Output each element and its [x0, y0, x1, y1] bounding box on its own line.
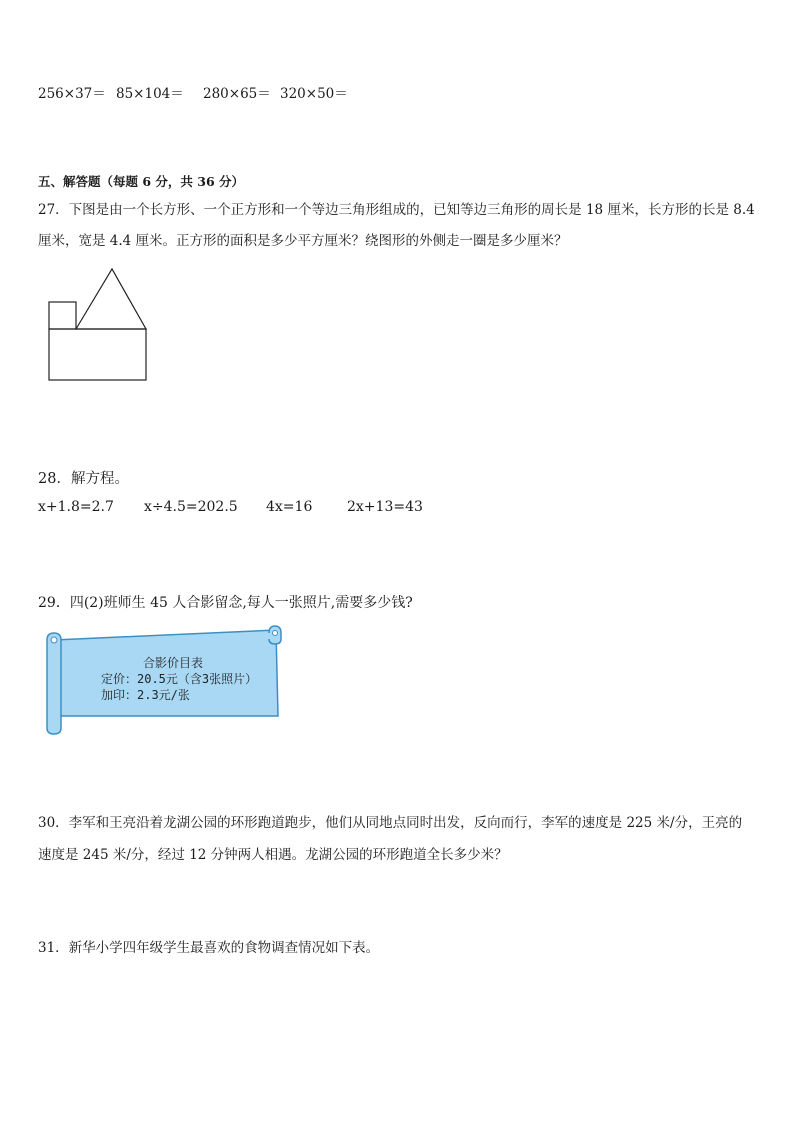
equation: x÷4.5=202.5	[144, 499, 238, 515]
q27-line1: 27．下图是由一个长方形、一个正方形和一个等边三角形组成的，已知等边三角形的周长是 18 厘米，长方形的长是 8.4	[38, 202, 755, 218]
q28-equations	[38, 499, 423, 515]
equation: x+1.8=2.7	[38, 499, 114, 515]
price-board-price: 定价：20.5元（含3张照片）	[101, 672, 258, 686]
calc-row	[38, 82, 348, 102]
calc-item: 320×50＝	[280, 86, 348, 102]
q31-text: 31．新华小学四年级学生最喜欢的食物调查情况如下表。	[38, 940, 380, 956]
calc-item: 280×65＝	[203, 86, 271, 102]
calc-item: 256×37＝	[38, 86, 106, 102]
q30-line2: 速度是 245 米/分，经过 12 分钟两人相遇。龙湖公园的环形跑道全长多少米？	[38, 847, 508, 863]
equation: 4x=16	[266, 499, 313, 515]
q27-rectangle	[49, 329, 146, 380]
q28-title: 28．解方程。	[38, 471, 129, 487]
equation: 2x+13=43	[347, 499, 423, 515]
q27-square	[49, 302, 76, 329]
q27-line2: 厘米，宽是 4.4 厘米。正方形的面积是多少平方厘米？绕图形的外侧走一圈是多少厘米？	[38, 233, 568, 249]
q27-triangle	[76, 269, 146, 329]
q30-line1: 30．李军和王亮沿着龙湖公园的环形跑道跑步，他们从同地点同时出发，反向而行，李军的速度是 225 米/分，王亮的	[38, 815, 743, 831]
q29-text: 29．四(2)班师生 45 人合影留念,每人一张照片,需要多少钱?	[38, 595, 413, 611]
q27-figure	[46, 266, 150, 384]
price-board-title: 合影价目表	[143, 656, 204, 670]
section-title: 五、解答题（每题 6 分，共 36 分）	[38, 174, 245, 189]
calc-item: 85×104＝	[116, 86, 184, 102]
price-board-extra: 加印：2.3元/张	[101, 688, 190, 702]
